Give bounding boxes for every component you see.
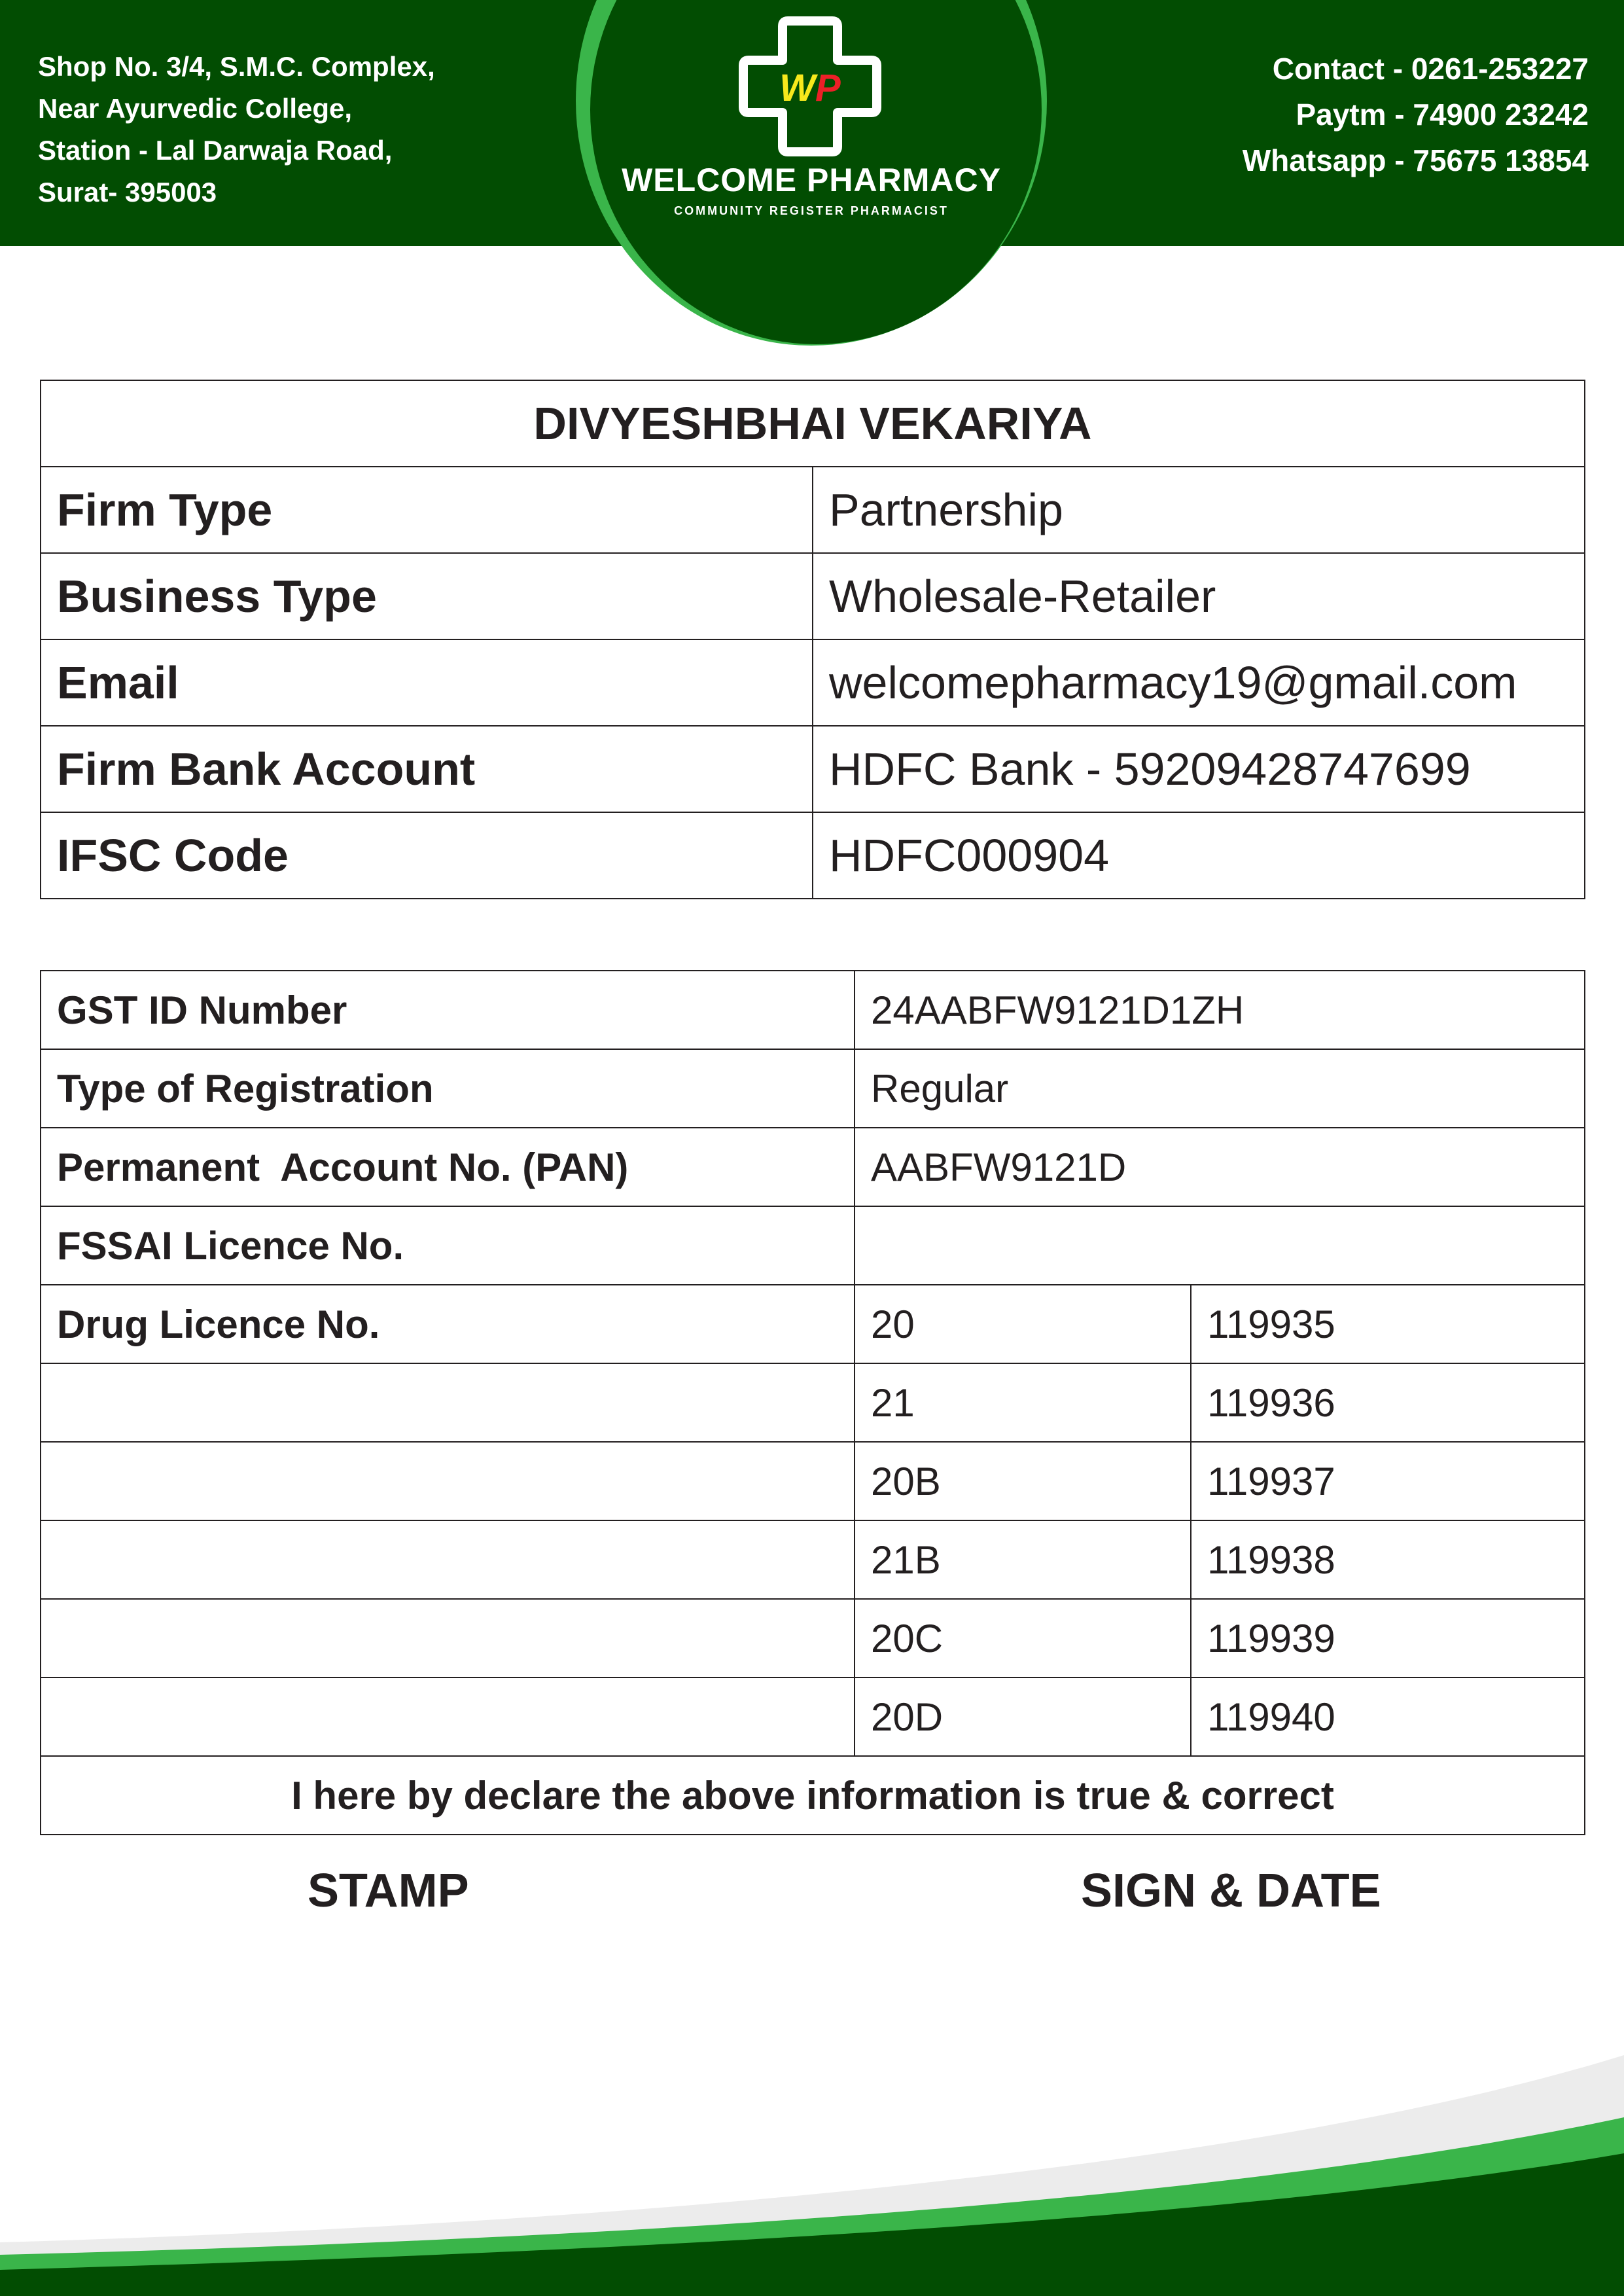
address-line: Station - Lal Darwaja Road, (38, 135, 393, 166)
drug-licence-form: 20C (855, 1599, 1191, 1677)
table-row (41, 1442, 1585, 1520)
empty-cell (41, 1442, 855, 1520)
table-row (41, 1363, 1585, 1442)
empty-cell (41, 1520, 855, 1599)
drug-licence-number: 119936 (1191, 1363, 1585, 1442)
profile-name-row (41, 380, 1585, 467)
table-row (41, 1049, 1585, 1128)
drug-licence-form: 21 (855, 1363, 1191, 1442)
business-type-label: Business Type (41, 553, 813, 639)
ifsc-label: IFSC Code (41, 812, 813, 899)
table-row (41, 726, 1585, 812)
drug-licence-label: Drug Licence No. (41, 1285, 855, 1363)
sign-date-label: SIGN & DATE (1081, 1865, 1381, 1917)
email-value: welcomepharmacy19@gmail.com (813, 639, 1585, 726)
address-line: Shop No. 3/4, S.M.C. Complex, (38, 51, 435, 82)
drug-licence-form: 20 (855, 1285, 1191, 1363)
drug-licence-number: 119939 (1191, 1599, 1585, 1677)
bank-account-value: HDFC Bank - 59209428747699 (813, 726, 1585, 812)
empty-cell (41, 1599, 855, 1677)
table-row (41, 1128, 1585, 1206)
brand-name: WELCOME PHARMACY (622, 162, 1001, 198)
firm-type-value: Partnership (813, 467, 1585, 553)
address-line: Near Ayurvedic College, (38, 93, 353, 124)
contact-info (1243, 46, 1589, 183)
table-row (41, 812, 1585, 899)
profile-name: DIVYESHBHAI VEKARIYA (41, 380, 1585, 467)
contact-phone: Contact - 0261-253227 (1272, 52, 1589, 86)
table-row (41, 1206, 1585, 1285)
bank-account-label: Firm Bank Account (41, 726, 813, 812)
pan-value: AABFW9121D (855, 1128, 1585, 1206)
table-row (41, 1599, 1585, 1677)
fssai-value (855, 1206, 1585, 1285)
table-row (41, 1285, 1585, 1363)
drug-licence-form: 20D (855, 1677, 1191, 1756)
profile-table (40, 380, 1585, 899)
declaration-text: I here by declare the above information is true & correct (41, 1756, 1585, 1835)
contact-paytm: Paytm - 74900 23242 (1296, 98, 1589, 132)
fssai-label: FSSAI Licence No. (41, 1206, 855, 1285)
table-row (41, 1520, 1585, 1599)
footer-wave (0, 2029, 1624, 2296)
pharmacy-cross-icon (735, 14, 885, 158)
drug-licence-number: 119935 (1191, 1285, 1585, 1363)
registration-type-label: Type of Registration (41, 1049, 855, 1128)
registration-type-value: Regular (855, 1049, 1585, 1128)
empty-cell (41, 1363, 855, 1442)
table-row (41, 467, 1585, 553)
gst-value: 24AABFW9121D1ZH (855, 971, 1585, 1049)
logo-mark-text: WP (779, 67, 841, 109)
drug-licence-number: 119937 (1191, 1442, 1585, 1520)
ifsc-value: HDFC000904 (813, 812, 1585, 899)
firm-type-label: Firm Type (41, 467, 813, 553)
business-type-value: Wholesale-Retailer (813, 553, 1585, 639)
empty-cell (41, 1677, 855, 1756)
table-row (41, 639, 1585, 726)
table-row (41, 971, 1585, 1049)
stamp-label: STAMP (308, 1865, 469, 1917)
address-line: Surat- 395003 (38, 177, 217, 207)
drug-licence-form: 21B (855, 1520, 1191, 1599)
drug-licence-number: 119938 (1191, 1520, 1585, 1599)
drug-licence-form: 20B (855, 1442, 1191, 1520)
table-row (41, 553, 1585, 639)
table-row (41, 1677, 1585, 1756)
drug-licence-number: 119940 (1191, 1677, 1585, 1756)
gst-label: GST ID Number (41, 971, 855, 1049)
email-label: Email (41, 639, 813, 726)
declaration-row (41, 1756, 1585, 1835)
contact-whatsapp: Whatsapp - 75675 13854 (1242, 143, 1589, 177)
brand-tagline: COMMUNITY REGISTER PHARMACIST (674, 204, 949, 217)
shop-address (38, 46, 435, 213)
pan-label: Permanent Account No. (PAN) (41, 1128, 855, 1206)
registration-table (40, 970, 1585, 1835)
